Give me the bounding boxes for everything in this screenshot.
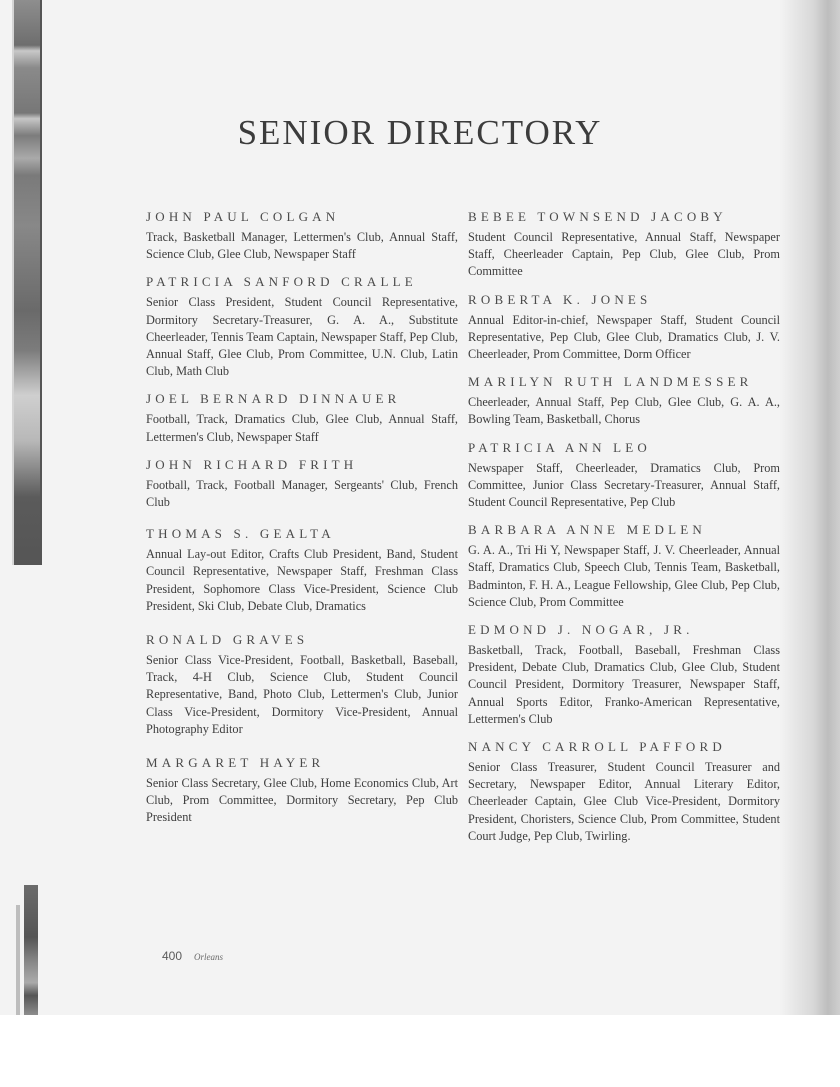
senior-entry [146,631,458,738]
senior-activities: Newspaper Staff, Cheerleader, Dramatics Club, Prom Committee, Junior Class Secretary-Treasurer, Annual Staff, Student Council Representative, Pep Club [468,460,780,510]
page-number: 400 [162,949,183,963]
senior-entry [468,521,780,611]
senior-entry [468,621,780,728]
senior-entry [468,373,780,428]
directory-column-right [468,208,780,855]
senior-activities: Cheerleader, Annual Staff, Pep Club, Glee Club, G. A. A., Bowling Team, Basketball, Chorus [468,395,780,427]
senior-activities: Senior Class Treasurer, Student Council Treasurer and Secretary, Newspaper Editor, Annual Literary Editor, Cheerleader Captain, Glee Club Vice-President, Dormitory President, Choristers, Science Club, Prom Committee, Student Court Judge, Pep Club, Twirling. [468,760,780,843]
page-footer [162,949,223,964]
senior-entry [468,291,780,364]
senior-activities: Senior Class President, Student Council Representative, Dormitory Secretary-Treasurer, G. A. A., Substitute Cheerleader, Tennis Team Captain, Newspaper Staff, Pep Club, Annual Staff, Glee Club, Prom Committee, U.N. Club, Latin Club, Math Club [146,295,458,379]
senior-name: PATRICIA SANFORD CRALLE [146,274,417,290]
senior-activities: Senior Class Secretary, Glee Club, Home Economics Club, Art Club, Prom Committee, Dormitory Secretary, Pep Club President [146,776,458,825]
adjacent-page-photo-edge-bottom [16,905,20,1015]
senior-name: NANCY CARROLL PAFFORD [468,739,726,755]
senior-name: THOMAS S. GEALTA [146,526,335,542]
senior-activities: Senior Class Vice-President, Football, Basketball, Baseball, Track, 4-H Club, Science Club, Student Council Representative, Band, Photo Club, Lettermen's Club, Junior Class Vice-President, Dormitory Vice-President, Annual Photography Editor [146,653,458,736]
senior-activities: Annual Editor-in-chief, Newspaper Staff, Student Council Representative, Pep Club, Glee Club, Dramatics Club, J. V. Cheerleader, Prom Committee, Dorm Officer [468,312,780,362]
adjacent-page-photo-strip-bottom [24,885,38,1015]
senior-name: MARGARET HAYER [146,755,325,771]
senior-entry [146,754,458,827]
senior-name: JOHN RICHARD FRITH [146,456,358,472]
senior-name: MARILYN RUTH LANDMESSER [468,374,753,390]
senior-entry [468,208,780,281]
senior-entry [468,439,780,512]
yearbook-name: Orleans [194,952,224,962]
senior-name: RONALD GRAVES [146,632,309,648]
senior-name: JOEL BERNARD DINNAUER [146,391,401,407]
senior-activities: Basketball, Track, Football, Baseball, Freshman Class President, Debate Club, Dramatics Club, Glee Club, Student Council President, Dormitory Treasurer, Newspaper Staff, Annual Sports Editor, Franko-American Representative, Lettermen's Club [468,643,780,726]
senior-name: BEBEE TOWNSEND JACOBY [468,209,727,224]
adjacent-page-photo-strip [14,0,42,565]
senior-name: EDMOND J. NOGAR, JR. [468,622,694,638]
senior-activities: Student Council Representative, Annual Staff, Newspaper Staff, Cheerleader Captain, Pep Club, Glee Club, Prom Committee [468,230,780,279]
senior-entry [146,456,458,511]
senior-activities: Football, Track, Dramatics Club, Glee Club, Annual Staff, Lettermen's Club, Newspaper Staff [146,412,458,444]
page-title: SENIOR DIRECTORY [237,113,603,152]
senior-name: JOHN PAUL COLGAN [146,209,340,224]
senior-activities: G. A. A., Tri Hi Y, Newspaper Staff, J. V. Cheerleader, Annual Staff, Dramatics Club, Speech Club, Tennis Team, Basketball, Badminton, F. H. A., League Fellowship, Glee Club, Pep Club, Science Club, Prom Committee [468,543,780,609]
senior-entry [146,208,458,263]
senior-name: PATRICIA ANN LEO [468,439,652,455]
senior-activities: Annual Lay-out Editor, Crafts Club President, Band, Student Council Representative, Newspaper Staff, Freshman Class President, Sophomore Class Vice-President, Science Club President, Ski Club, Debate Club, Dramatics [146,547,458,613]
directory-column-left [146,208,458,837]
senior-entry [146,390,458,445]
senior-name: BARBARA ANNE MEDLEN [468,522,706,538]
senior-entry [146,273,458,380]
senior-entry [146,525,458,615]
senior-entry [468,738,780,845]
senior-name: ROBERTA K. JONES [468,291,652,307]
senior-activities: Football, Track, Football Manager, Sergeants' Club, French Club [146,477,458,510]
senior-activities: Track, Basketball Manager, Lettermen's Club, Annual Staff, Science Club, Glee Club, Newspaper Staff [146,230,458,262]
